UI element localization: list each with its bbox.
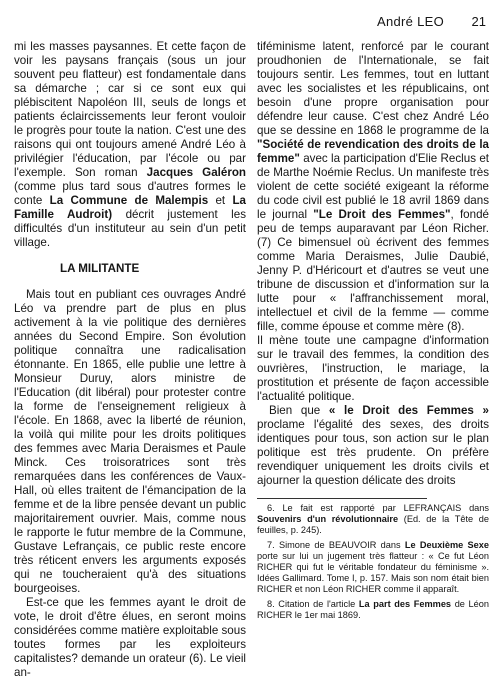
book-title: Souvenirs d'un révolutionnaire — [257, 514, 399, 525]
running-head: André LEO — [376, 14, 444, 29]
book-title: La Famille Audroit) — [14, 194, 246, 221]
footnote-divider — [257, 498, 427, 499]
text-run: (comme plus tard sous d'autres formes le conte — [14, 180, 246, 207]
text-run: et — [208, 194, 233, 207]
page-number: 21 — [471, 14, 486, 29]
paragraph — [14, 40, 246, 250]
footnote — [257, 503, 489, 537]
journal-title: « le Droit des Femmes » — [328, 404, 489, 417]
book-title: Jacques Galéron — [146, 166, 246, 179]
footnotes — [257, 503, 489, 621]
text-run: proclame l'égalité des sexes, des droits identiques pour tous, son action sur le plan politique est très prudente. On préfère revendiquer uniquement les droits civils et ajourner la question délicate des droits — [257, 418, 489, 487]
article-title: La part des Femmes — [358, 598, 452, 609]
text-run: (Ed. de la Tête de feuilles, p. 245). — [257, 514, 489, 536]
left-column — [14, 40, 246, 680]
text-run: avec la participation d'Elie Reclus et de Marthe Noémie Reclus. Un manifeste très violent de cette société exigeant la réforme du code civil est publié le 18 avril 1869 dans le journal — [257, 152, 489, 221]
journal-title: "Le Droit des Femmes" — [313, 208, 451, 221]
paragraph — [257, 404, 489, 488]
text-run: Bien que — [269, 404, 329, 417]
text-run: décrit justement les difficultés d'un instituteur au sein d'un petit village. — [14, 208, 246, 249]
text-run: 6. Le fait est rapporté par LEFRANÇAIS dans — [267, 503, 489, 513]
paragraph: Est-ce que les femmes ayant le droit de vote, le droit d'être élues, en seront moins considérées comme matière exploitable sous toutes formes par les exploiteurs capitalistes? demande un orateur (6). Le vieil an- — [14, 596, 246, 679]
text-run: , fondé peu de temps auparavant par Léon Richer. (7) Ce bimensuel où écrivent des femmes comme Maria Deraismes, Julie Daubié, Jenny P. d'Héricourt et d'autres se veut une tribune de discussion et d'information sur la lutte pour « l'affranchissement moral, intellectuel et civil de la femme — comme fille, comme épouse et comme mère (8). — [257, 208, 489, 333]
text-run: de Léon RICHER le 1er mai 1869. — [257, 598, 489, 620]
book-title: Le Deuxième Sexe — [404, 539, 489, 550]
footnote — [257, 599, 489, 621]
text-run: mi les masses paysannes. Et cette façon de voir les paysans français (sous un jour souvent peu flatteur) est fondamentale dans sa démarche ; car si ce sont eux qui plébiscitent Napoléon III, seuls de longs et patients éclaircissements leur feront vouloir le progrès pour toute la nation. C'est une des raisons qui ont toujours amené André Léo à privilégier l'éducation, par l'école ou par l'exemple. Son roman — [14, 40, 246, 179]
text-run: porte sur lui un jugement très flatteur : « Ce fut Léon RICHER qui fut le véritable fondateur du féminisme ». Idées Gallimard. Tome I, p. 157. Mais son nom était bien RICHER et non Léon RICHER comme il apparaît. — [257, 550, 489, 595]
page-header — [0, 14, 500, 34]
paragraph: Il mène toute une campagne d'information sur le travail des femmes, la condition des ouvrières, l'instruction, le mariage, la prostitution et présente de façon accessible l'actualité politique. — [257, 334, 489, 403]
society-name: "Société de revendication des droits de la femme" — [257, 138, 489, 165]
section-heading: LA MILITANTE — [60, 262, 140, 275]
text-run: 7. Simone de BEAUVOIR dans — [267, 539, 405, 550]
book-title: La Commune de Malempis — [49, 194, 209, 207]
right-column — [257, 40, 489, 624]
paragraph: Mais tout en publiant ces ouvrages André Léo va prendre part de plus en plus activement à la vie politique des dernières années du Second Empire. Son évolution politique connaîtra une radicalisation étonnante. En 1865, elle publie une lettre à Monsieur Duruy, alors ministre de l'Education (dit libéral) pour protester contre la forme de l'enseignement religieux à l'école. En 1868, avec la liberté de réunion, la voilà qui milite pour les droits politiques des femmes avec Maria Deraismes et Paule Minck. Ces troisoratrices sont très remarquées dans les conférences de Vaux-Hall, où elles traitent de l'émancipation de la femme et de la libre pensée devant un public majoritairement ouvrier. Mais, comme nous le rapporte le futur membre de la Commune, Gustave Lefrançais, ce public reste encore très réticent envers les arguments exposés qui ne toucheraient qu'à des situations bourgeoises. — [14, 288, 246, 595]
footnote — [257, 540, 489, 596]
text-run: 8. Citation de l'article — [267, 598, 359, 609]
paragraph — [257, 40, 489, 334]
text-run: tiféminisme latent, renforcé par le courant proudhonien de l'Internationale, se fait toujours sentir. Les femmes, tout en luttant avec les socialistes et les républicains, ont besoin d'une propre organisation pour défendre leur cause. C'est chez André Léo que se dessine en 1868 le programme de la — [257, 40, 489, 137]
